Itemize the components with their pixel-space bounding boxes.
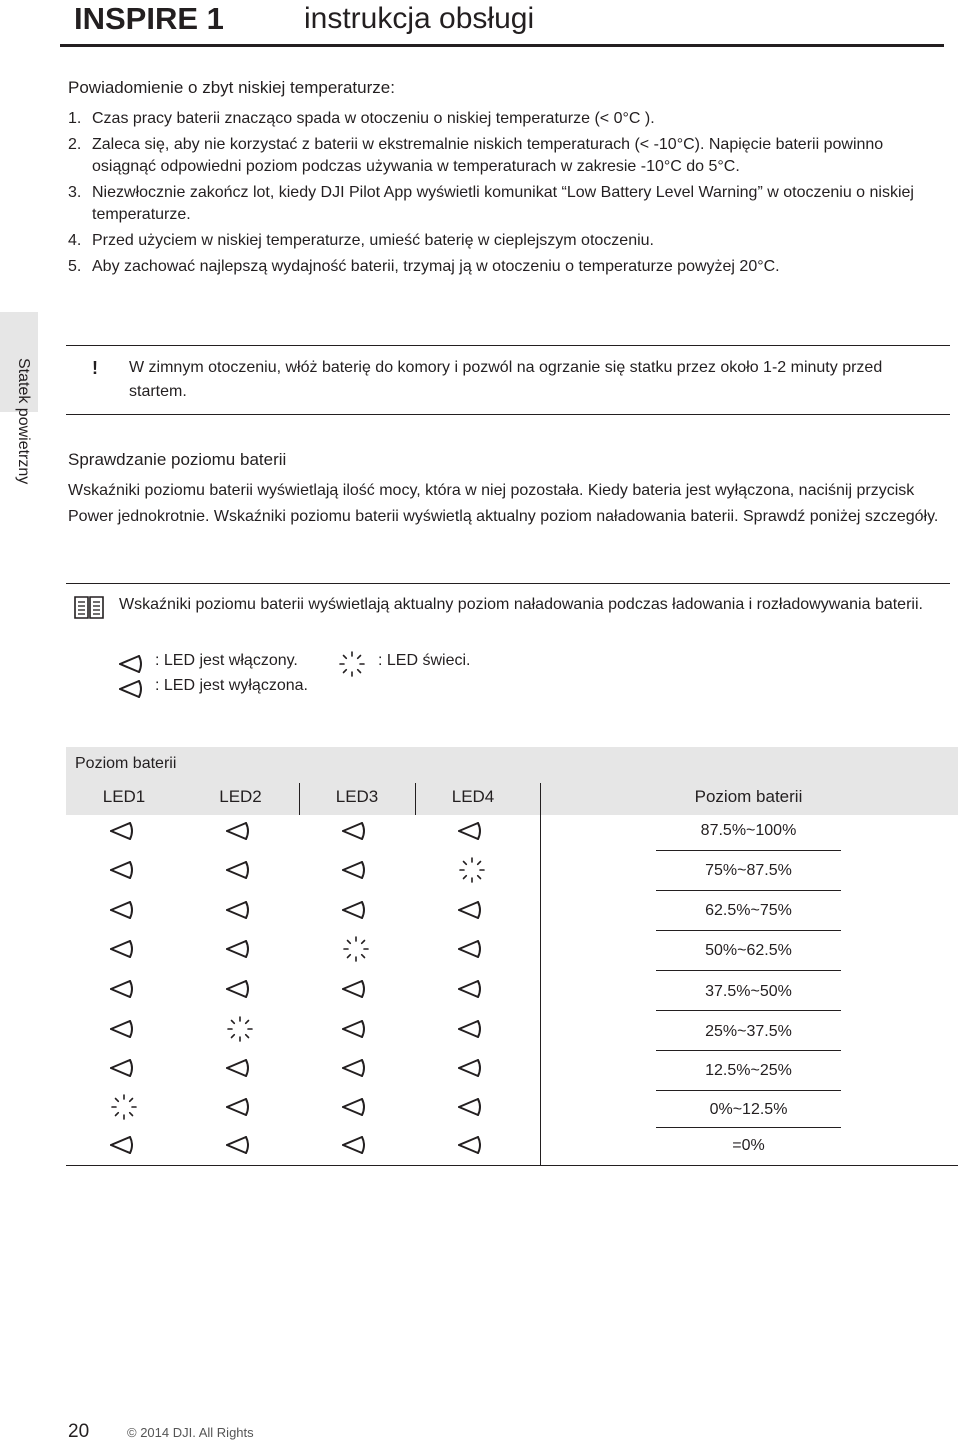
column-header-led4: LED4: [451, 787, 495, 806]
column-header-led1: LED1: [102, 787, 146, 806]
led-off-icon: [340, 1093, 372, 1121]
led-on-icon: [108, 935, 140, 963]
table-title: Poziom baterii: [75, 755, 177, 772]
side-section-label: Statek powietrzny: [15, 358, 32, 485]
divider: [66, 414, 950, 415]
legend-led-on: : LED jest włączony.: [155, 652, 298, 669]
row-divider: [656, 1090, 841, 1091]
copyright: © 2014 DJI. All Rights: [127, 1425, 254, 1440]
led-off-icon: [456, 1093, 488, 1121]
column-separator: [299, 783, 300, 815]
list-item-text: Czas pracy baterii znacząco spada w otoczeniu o niskiej temperaturze (< 0°C ).: [92, 110, 655, 127]
led-blink-icon: [224, 1015, 256, 1043]
divider: [66, 345, 950, 346]
list-item-text: Zaleca się, aby nie korzystać z baterii w ekstremalnie niskich temperaturach (< -10°C). Napięcie baterii powinno osiągnąć odpowiedni poziom podczas używania w temperaturach w zakresie -10°C do 5°C.: [92, 136, 884, 175]
led-off-icon: [456, 1131, 488, 1159]
row-divider: [656, 1010, 841, 1011]
list-item: [68, 134, 948, 178]
column-separator: [540, 783, 541, 815]
column-header-led2: LED2: [219, 787, 262, 806]
table-column-divider: [540, 815, 541, 1165]
row-divider: [656, 1050, 841, 1051]
list-item-text: Aby zachować najlepszą wydajność baterii, trzymaj ją w otoczeniu o temperaturze powyżej 20°C.: [92, 258, 780, 275]
led-off-icon: [340, 1015, 372, 1043]
list-item: [68, 256, 948, 278]
led-blink-icon: [108, 1093, 140, 1121]
level-range: 62.5%~75%: [705, 902, 792, 919]
list-item: [68, 230, 948, 252]
led-on-icon: [224, 896, 256, 924]
table-title-bar: [66, 747, 958, 781]
level-range: 0%~12.5%: [709, 1101, 788, 1118]
level-range: 75%~87.5%: [705, 862, 792, 879]
battery-check-body: Wskaźniki poziomu baterii wyświetlają ilość mocy, która w niej pozostała. Kiedy bateria jest wyłączona, naciśnij przycisk Power jednokrotnie. Wskaźniki poziomu baterii wyświetlą aktualny poziom naładowania baterii. Sprawdź poniżej szczegóły.: [68, 482, 939, 525]
led-off-icon: [340, 1054, 372, 1082]
manual-subtitle: instrukcja obsługi: [304, 2, 535, 35]
legend-led-blink: : LED świeci.: [378, 652, 471, 669]
low-temp-heading: Powiadomienie o zbyt niskiej temperaturze:: [68, 78, 395, 97]
row-divider: [656, 1127, 841, 1128]
led-on-icon: [108, 1054, 140, 1082]
list-item: [68, 182, 948, 226]
tip-text: Wskaźniki poziomu baterii wyświetlają aktualny poziom naładowania podczas ładowania i rozładowywania baterii.: [119, 596, 923, 613]
manual-title: INSPIRE 1: [74, 1, 224, 36]
led-on-icon: [108, 856, 140, 884]
list-item-number: 3.: [68, 184, 82, 201]
led-blink-icon: [336, 650, 368, 678]
led-blink-icon: [456, 856, 488, 884]
list-item-number: 4.: [68, 232, 82, 249]
page-number: 20: [68, 1421, 90, 1442]
column-separator: [415, 783, 416, 815]
led-on-icon: [108, 1015, 140, 1043]
led-off-icon: [117, 675, 149, 703]
column-header-led3: LED3: [335, 787, 379, 806]
led-off-icon: [456, 896, 488, 924]
book-icon: [73, 594, 105, 620]
led-off-icon: [456, 935, 488, 963]
list-item-text: Przed użyciem w niskiej temperaturze, umieść baterię w cieplejszym otoczeniu.: [92, 232, 654, 249]
led-on-icon: [340, 896, 372, 924]
led-on-icon: [224, 975, 256, 1003]
led-on-icon: [108, 896, 140, 924]
led-off-icon: [224, 1131, 256, 1159]
list-item-text: Niezwłocznie zakończ lot, kiedy DJI Pilot App wyświetli komunikat “Low Battery Level Warning” w otoczeniu o niskiej temperaturze.: [92, 184, 914, 223]
level-range: 25%~37.5%: [705, 1023, 792, 1040]
warning-icon: !: [92, 358, 98, 378]
list-item: [68, 108, 948, 130]
warning-note: W zimnym otoczeniu, włóż baterię do komory i pozwól na ogrzanie się statku przez około 1-2 minuty przed startem.: [129, 359, 883, 400]
led-off-icon: [224, 1093, 256, 1121]
led-off-icon: [456, 1054, 488, 1082]
column-header-level: Poziom baterii: [694, 787, 803, 806]
level-range: 37.5%~50%: [705, 983, 792, 1000]
level-range: 12.5%~25%: [705, 1062, 792, 1079]
page-header: [60, 0, 944, 47]
led-off-icon: [224, 1054, 256, 1082]
led-off-icon: [340, 1131, 372, 1159]
led-off-icon: [340, 975, 372, 1003]
row-divider: [656, 890, 841, 891]
row-divider: [656, 970, 841, 971]
row-divider: [656, 850, 841, 851]
table-bottom-border: [66, 1165, 958, 1166]
legend-led-off: : LED jest wyłączona.: [155, 677, 308, 694]
led-off-icon: [456, 975, 488, 1003]
led-on-icon: [340, 817, 372, 845]
divider: [66, 583, 950, 584]
led-on-icon: [456, 817, 488, 845]
led-on-icon: [224, 817, 256, 845]
led-on-icon: [108, 817, 140, 845]
led-on-icon: [108, 975, 140, 1003]
led-blink-icon: [340, 935, 372, 963]
led-on-icon: [117, 650, 149, 678]
list-item-number: 5.: [68, 258, 82, 275]
battery-check-heading: Sprawdzanie poziomu baterii: [68, 450, 287, 469]
led-off-icon: [456, 1015, 488, 1043]
level-range: 50%~62.5%: [705, 942, 792, 959]
led-on-icon: [340, 856, 372, 884]
list-item-number: 2.: [68, 136, 82, 153]
level-range: =0%: [732, 1137, 765, 1154]
low-temp-list: [68, 108, 948, 282]
led-on-icon: [224, 856, 256, 884]
led-off-icon: [108, 1131, 140, 1159]
list-item-number: 1.: [68, 110, 82, 127]
row-divider: [656, 930, 841, 931]
led-on-icon: [224, 935, 256, 963]
level-range: 87.5%~100%: [700, 822, 797, 839]
